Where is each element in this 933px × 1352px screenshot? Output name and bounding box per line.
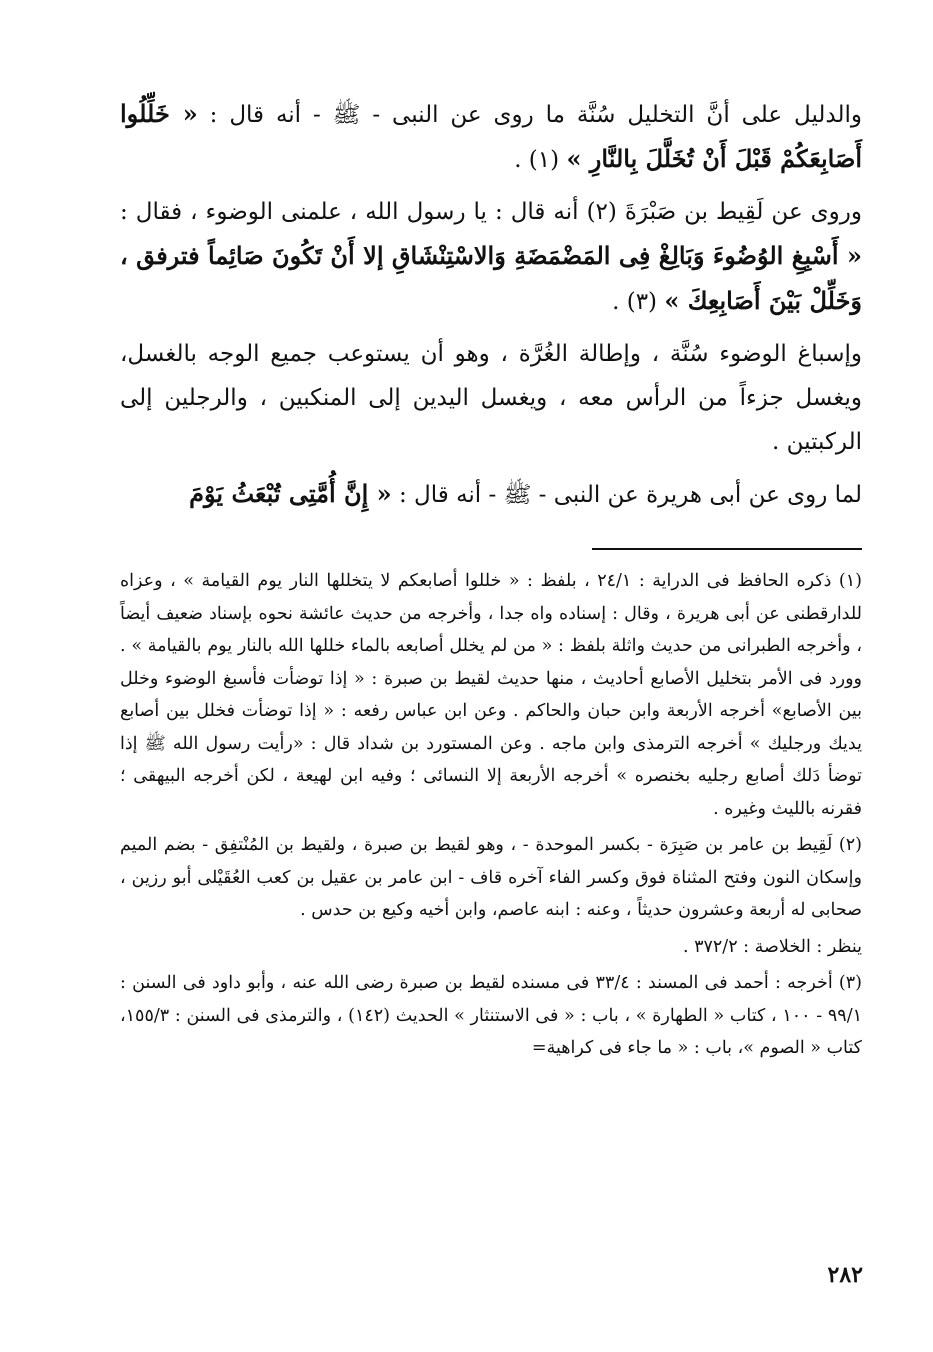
footnotes xyxy=(120,565,862,1069)
paragraph-3: وإسباغ الوضوء سُنَّة ، وإطالة الغُرَّة ، وهو أن يستوعب جميع الوجه بالغسل، ويغسل جزءاً من الرأس معه ، ويغسل اليدين إلى المنكبين ، والرجلين إلى الركبتين . xyxy=(120,341,862,455)
main-text xyxy=(120,92,862,525)
page-number: ٢٨٢ xyxy=(827,1262,863,1288)
paragraph-1-text: والدليل على أنَّ التخليل سُنَّة ما روى عن النبى - ﷺ - أنه قال : xyxy=(197,102,862,128)
hadith-quote-1: « خَلِّلُوا أَصَابِعَكُمْ قَبْلَ أَنْ تُخَلَّلَ بِالنَّارِ » xyxy=(120,99,862,173)
footnote-1: (١) ذكره الحافظ فى الدراية : ٢٤/١ ، بلفظ : « خللوا أصابعكم لا يتخللها النار يوم القيامة » ، وعزاه للدارقطنى عن أبى هريرة ، وقال : إسناده واه جدا ، وأخرجه من حديث عائشة نحوه بإسناد ضعيف أيضاً ، وأخرجه الطبرانى من حديث واثلة بلفظ : « من لم يخلل أصابعه بالماء خللها الله بالنار يوم بالقيامة » . وورد فى الأمر بتخليل الأصابع أحاديث ، منها حديث لقيط بن صبرة : « إذا توضأت فأسبغ الوضوء وخلل بين الأصابع» أخرجه الأربعة وابن حبان والحاكم . وعن ابن عباس رفعه : « إذا توضأت فخلل بين أصابع يديك ورجليك » أخرجه الترمذى وابن ماجه . وعن المستورد بن شداد قال : «رأيت رسول الله ﷺ إذا توضأ دَلك أصابع رجليه بخنصره » أخرجه الأربعة إلا النسائى ؛ وفيه ابن لهيعة ، لكن أخرجه البيهقى ؛ فقرنه بالليث وغيره . xyxy=(120,571,862,819)
hadith-quote-3: « إِنَّ أُمَّتِى تُبْعَثُ يَوْمَ xyxy=(189,479,392,508)
footnote-ref-1: (١) . xyxy=(514,147,567,173)
paragraph-1 xyxy=(120,92,862,182)
paragraph-2-text: وروى عن لَقِيط بن صَبْرَةَ (٢) أنه قال : يا رسول الله ، علمنى الوضوء ، فقال : xyxy=(120,199,862,225)
footnote-2-reference: ينظر : الخلاصة : ٣٧٢/٢ . xyxy=(682,936,862,957)
footnote-3: (٣) أخرجه : أحمد فى المسند : ٣٣/٤ فى مسنده لقيط بن صبرة رضى الله عنه ، وأبو داود فى السنن : ٩٩/١ - ١٠٠ ، كتاب « الطهارة » ، باب : « فى الاستنثار » الحديث (١٤٢) ، والترمذى فى السنن : ١٥٥/٣، كتاب « الصوم »، باب : « ما جاء فى كراهية= xyxy=(120,973,863,1058)
footnote-separator xyxy=(592,548,862,550)
paragraph-4-text: لما روى عن أبى هريرة عن النبى - ﷺ - أنه قال : xyxy=(391,482,862,508)
hadith-quote-2: « أَسْبِغِ الوُضُوءَ وَبَالِغْ فِى المَضْمَضَةِ وَالاسْتِنْشَاقِ إلا أَنْ تَكُونَ صَائِماً فترفق ، وَخَلِّلْ بَيْنَ أَصَابِعِكَ » xyxy=(120,241,862,315)
footnote-ref-3: (٣) . xyxy=(612,289,665,315)
footnote-2: (٢) لَقِيط بن عامر بن صَبِرَة - بكسر الموحدة - ، وهو لقيط بن صبرة ، ولقيط بن المُنْتفِق - بضم الميم وإسكان النون وفتح المثناة فوق وكسر الفاء آخره قاف - ابن عامر بن عقيل بن كعب العُقَيْلى أبو رزين ، صحابى له أربعة وعشرون حديثاً ، وعنه : ابنه عاصم، وابن أخيه وكيع بن حدس . xyxy=(120,835,862,920)
paragraph-2 xyxy=(120,190,862,324)
paragraph-4 xyxy=(120,472,862,517)
